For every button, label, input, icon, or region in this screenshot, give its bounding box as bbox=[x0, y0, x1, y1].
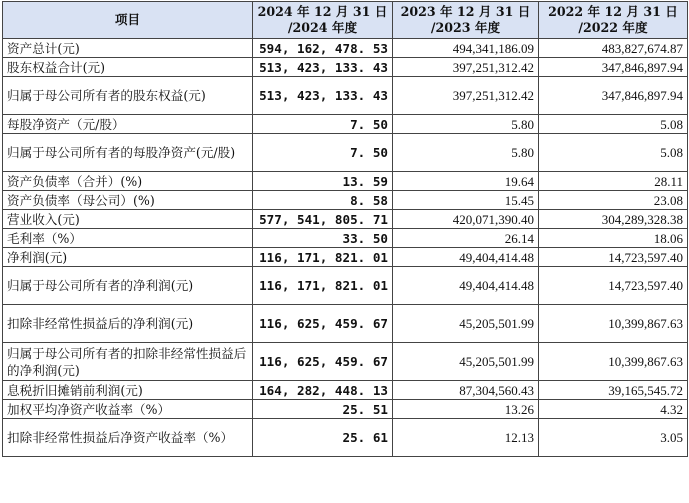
row-label: 资产总计(元) bbox=[3, 39, 253, 58]
table-row bbox=[3, 229, 688, 248]
table-row bbox=[3, 400, 688, 419]
row-label: 资产负债率（母公司）(%) bbox=[3, 191, 253, 210]
value-2023: 5.80 bbox=[393, 134, 539, 172]
value-2023: 26.14 bbox=[393, 229, 539, 248]
value-2023: 15.45 bbox=[393, 191, 539, 210]
value-2022: 23.08 bbox=[539, 191, 688, 210]
value-2022: 14,723,597.40 bbox=[539, 248, 688, 267]
value-2023: 19.64 bbox=[393, 172, 539, 191]
row-label: 加权平均净资产收益率（%） bbox=[3, 400, 253, 419]
value-2024: 33. 50 bbox=[253, 229, 393, 248]
row-label: 息税折旧摊销前利润(元) bbox=[3, 381, 253, 400]
value-2022: 10,399,867.63 bbox=[539, 343, 688, 381]
row-label: 毛利率（%） bbox=[3, 229, 253, 248]
header-2022-year: /2022 年度 bbox=[578, 20, 648, 35]
row-label: 归属于母公司所有者的净利润(元) bbox=[3, 267, 253, 305]
value-2023: 49,404,414.48 bbox=[393, 248, 539, 267]
value-2023: 49,404,414.48 bbox=[393, 267, 539, 305]
value-2022: 39,165,545.72 bbox=[539, 381, 688, 400]
value-2023: 397,251,312.42 bbox=[393, 58, 539, 77]
value-2024: 116, 625, 459. 67 bbox=[253, 343, 393, 381]
header-2024-date: 2024 年 12 月 31 日 bbox=[257, 4, 388, 19]
table-row bbox=[3, 172, 688, 191]
value-2024: 8. 58 bbox=[253, 191, 393, 210]
value-2024: 25. 51 bbox=[253, 400, 393, 419]
table-row bbox=[3, 248, 688, 267]
value-2022: 14,723,597.40 bbox=[539, 267, 688, 305]
table-row bbox=[3, 115, 688, 134]
row-label: 每股净资产（元/股） bbox=[3, 115, 253, 134]
value-2022: 10,399,867.63 bbox=[539, 305, 688, 343]
table-row bbox=[3, 77, 688, 115]
row-label: 扣除非经常性损益后的净利润(元) bbox=[3, 305, 253, 343]
table-body bbox=[3, 39, 688, 457]
value-2024: 7. 50 bbox=[253, 134, 393, 172]
value-2022: 347,846,897.94 bbox=[539, 77, 688, 115]
table-row bbox=[3, 381, 688, 400]
value-2022: 5.08 bbox=[539, 115, 688, 134]
value-2022: 4.32 bbox=[539, 400, 688, 419]
row-label: 营业收入(元) bbox=[3, 210, 253, 229]
value-2024: 164, 282, 448. 13 bbox=[253, 381, 393, 400]
header-item: 项目 bbox=[3, 2, 253, 39]
table-row bbox=[3, 267, 688, 305]
header-2023-year: /2023 年度 bbox=[430, 20, 501, 35]
row-label: 归属于母公司所有者的每股净资产(元/股) bbox=[3, 134, 253, 172]
table-row bbox=[3, 191, 688, 210]
row-label: 资产负债率（合并）(%) bbox=[3, 172, 253, 191]
value-2023: 45,205,501.99 bbox=[393, 343, 539, 381]
table-row bbox=[3, 134, 688, 172]
table-row bbox=[3, 305, 688, 343]
table-row bbox=[3, 343, 688, 381]
header-2022 bbox=[539, 2, 688, 39]
value-2024: 513, 423, 133. 43 bbox=[253, 58, 393, 77]
value-2022: 347,846,897.94 bbox=[539, 58, 688, 77]
table-row bbox=[3, 39, 688, 58]
value-2024: 513, 423, 133. 43 bbox=[253, 77, 393, 115]
value-2022: 5.08 bbox=[539, 134, 688, 172]
header-row bbox=[3, 2, 688, 39]
header-2024-year: /2024 年度 bbox=[287, 20, 358, 35]
value-2023: 87,304,560.43 bbox=[393, 381, 539, 400]
value-2024: 594, 162, 478. 53 bbox=[253, 39, 393, 58]
table-row bbox=[3, 419, 688, 457]
value-2024: 116, 171, 821. 01 bbox=[253, 248, 393, 267]
value-2023: 5.80 bbox=[393, 115, 539, 134]
header-2024 bbox=[253, 2, 393, 39]
value-2022: 304,289,328.38 bbox=[539, 210, 688, 229]
value-2024: 25. 61 bbox=[253, 419, 393, 457]
financial-indicators-table bbox=[2, 1, 688, 457]
value-2022: 18.06 bbox=[539, 229, 688, 248]
value-2023: 45,205,501.99 bbox=[393, 305, 539, 343]
value-2024: 13. 59 bbox=[253, 172, 393, 191]
value-2022: 483,827,674.87 bbox=[539, 39, 688, 58]
value-2023: 420,071,390.40 bbox=[393, 210, 539, 229]
value-2023: 397,251,312.42 bbox=[393, 77, 539, 115]
value-2022: 3.05 bbox=[539, 419, 688, 457]
row-label: 归属于母公司所有者的股东权益(元) bbox=[3, 77, 253, 115]
table-row bbox=[3, 210, 688, 229]
row-label: 扣除非经常性损益后净资产收益率（%） bbox=[3, 419, 253, 457]
value-2024: 577, 541, 805. 71 bbox=[253, 210, 393, 229]
value-2022: 28.11 bbox=[539, 172, 688, 191]
row-label: 归属于母公司所有者的扣除非经常性损益后的净利润(元) bbox=[3, 343, 253, 381]
value-2024: 7. 50 bbox=[253, 115, 393, 134]
row-label: 股东权益合计(元) bbox=[3, 58, 253, 77]
header-2023 bbox=[393, 2, 539, 39]
row-label: 净利润(元) bbox=[3, 248, 253, 267]
value-2023: 13.26 bbox=[393, 400, 539, 419]
value-2023: 12.13 bbox=[393, 419, 539, 457]
table-row bbox=[3, 58, 688, 77]
value-2024: 116, 625, 459. 67 bbox=[253, 305, 393, 343]
header-2022-date: 2022 年 12 月 31 日 bbox=[548, 4, 678, 19]
header-2023-date: 2023 年 12 月 31 日 bbox=[400, 4, 531, 19]
value-2024: 116, 171, 821. 01 bbox=[253, 267, 393, 305]
value-2023: 494,341,186.09 bbox=[393, 39, 539, 58]
